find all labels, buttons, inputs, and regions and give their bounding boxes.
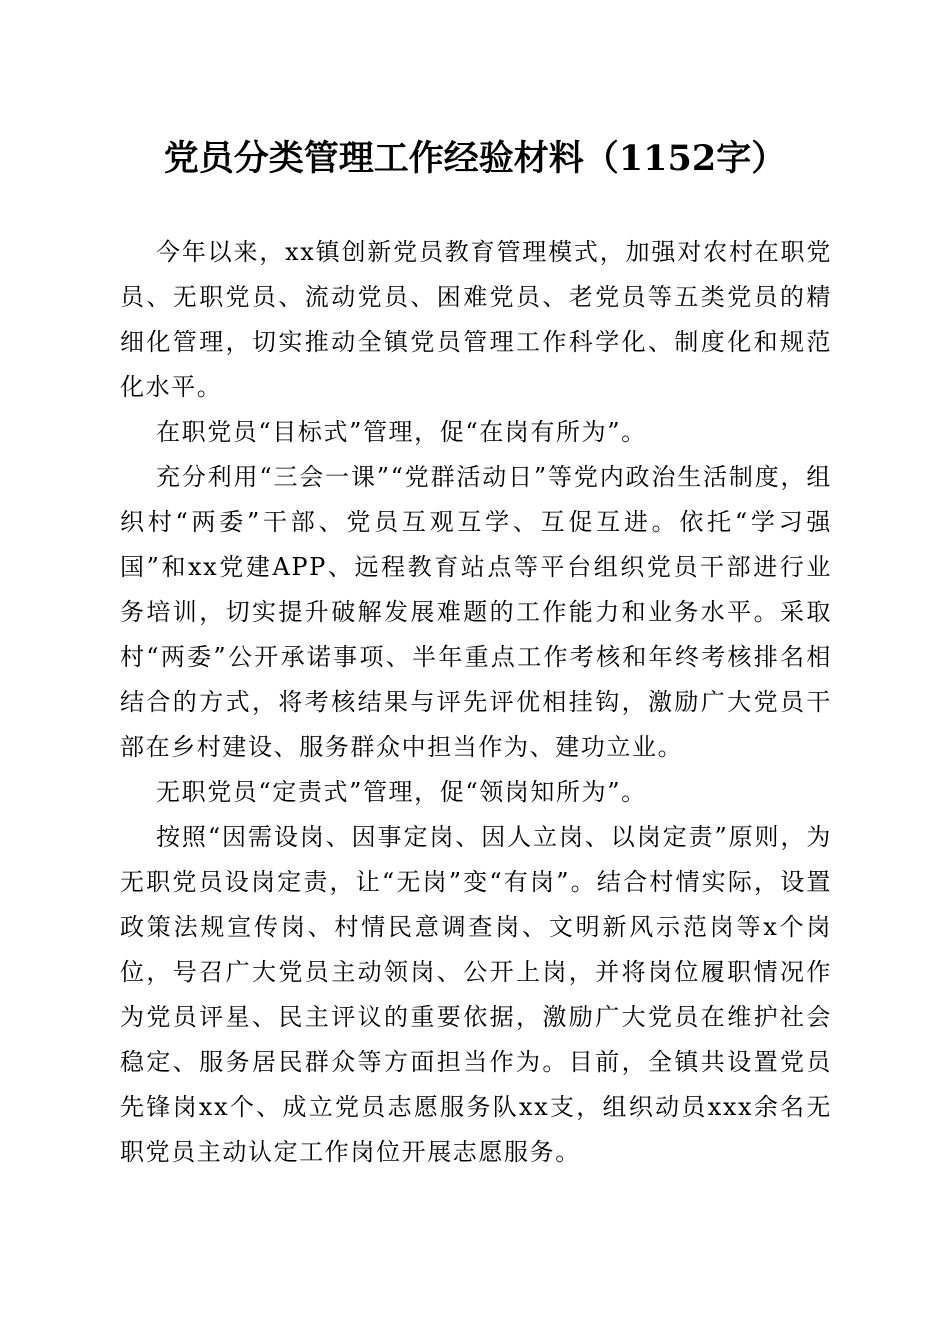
paragraph-heading-nonduty: 无职党员“定责式”管理，促“领岗知所为”。 — [156, 778, 647, 806]
paragraph-heading-onduty: 在职党员“目标式”管理，促“在岗有所为”。 — [156, 418, 647, 446]
paragraph-onduty-detail: 充分利用“三会一课”“党群活动日”等党内政治生活制度，组织村“两委”干部、党员互观互学、互促互进。依托“学习强国”和xx党建APP、远程教育站点等平台组织党员干部进行业务培训，切实提升破解发展难题的工作能力和业务水平。采取村“两委”公开承诺事项、半年重点工作考核和年终考核排名相结合的方式，将考核结果与评先评优相挂钩，激励广大党员干部在乡村建设、服务群众中担当作为、建功立业。 — [120, 463, 832, 761]
document-title: 党员分类管理工作经验材料（1152字） — [163, 138, 787, 179]
document-body — [120, 230, 832, 1175]
paragraph-intro: 今年以来，xx镇创新党员教育管理模式，加强对农村在职党员、无职党员、流动党员、困难党员、老党员等五类党员的精细化管理，切实推动全镇党员管理工作科学化、制度化和规范化水平。 — [120, 238, 832, 401]
paragraph-nonduty-detail: 按照“因需设岗、因事定岗、因人立岗、以岗定责”原则，为无职党员设岗定责，让“无岗”变“有岗”。结合村情实际，设置政策法规宣传岗、村情民意调查岗、文明新风示范岗等x个岗位，号召广大党员主动领岗、公开上岗，并将岗位履职情况作为党员评星、民主评议的重要依据，激励广大党员在维护社会稳定、服务居民群众等方面担当作为。目前，全镇共设置党员先锋岗xx个、成立党员志愿服务队xx支，组织动员xxx余名无职党员主动认定工作岗位开展志愿服务。 — [120, 823, 832, 1166]
